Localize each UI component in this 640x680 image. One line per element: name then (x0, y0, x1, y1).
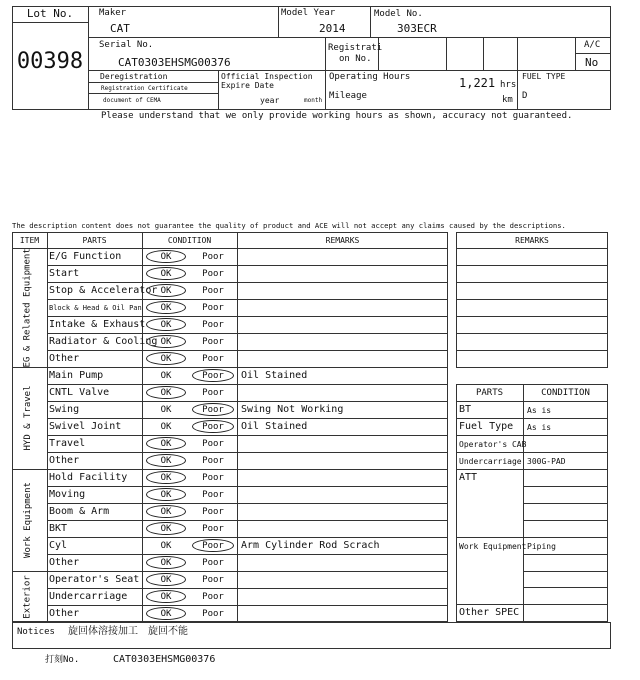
operating-hours-value: 1,221 (459, 76, 496, 90)
table-row-part: Stop & Accelerator (49, 285, 158, 296)
condition-poor: Poor (202, 575, 224, 585)
ac-value: No (585, 56, 599, 69)
km-unit: km (502, 95, 513, 105)
table-row-remark: Swing Not Working (241, 404, 344, 415)
condition-ok: OK (160, 456, 172, 466)
right-parts-row-label: Undercarriage (459, 457, 522, 466)
table-row-part: E/G Function (49, 251, 122, 262)
disclaimer: The description content does not guarantee the quality of product and ACE will not accept any claims caused by the descriptions. (12, 221, 566, 230)
ok-selected-oval (146, 318, 186, 331)
condition-ok: OK (160, 524, 172, 534)
right-parts-row-condition: As is (527, 423, 552, 432)
table-row-part: BKT (49, 523, 68, 534)
condition-ok: OK (160, 473, 172, 483)
condition-ok: OK (160, 354, 172, 364)
fuel-type-value: D (522, 91, 528, 101)
condition-poor: Poor (202, 286, 224, 296)
right-parts-row-label: Work Equipment (459, 542, 527, 551)
year-label: year (260, 96, 280, 105)
model-year-label: Model Year (281, 8, 336, 18)
condition-ok: OK (160, 439, 172, 449)
registration-label-2: on No. (339, 54, 372, 64)
registration-label-1: Registrati (328, 43, 383, 53)
right-parts-row-label: Operator's CAB (459, 440, 527, 449)
table-row-part: Radiator & Cooling (49, 336, 158, 347)
poor-selected-oval (192, 403, 234, 416)
group-label: HYD & Travel (22, 385, 33, 451)
condition-ok: OK (160, 286, 172, 296)
hrs-unit: hrs (500, 80, 517, 90)
right-parts-row-condition: As is (527, 406, 552, 415)
ok-selected-oval (146, 352, 186, 365)
ok-selected-oval (146, 437, 186, 450)
table-row-remark: Oil Stained (241, 370, 308, 381)
condition-ok: OK (160, 337, 172, 347)
inspection-label-2: Expire Date (221, 81, 274, 90)
table-row-part: Main Pump (49, 370, 104, 381)
group-label: Work Equipment (22, 482, 33, 558)
condition-ok: OK (160, 575, 172, 585)
table-row-part: Cyl (49, 540, 68, 551)
condition-poor: Poor (202, 524, 224, 534)
right-col-condition: CONDITION (541, 388, 590, 398)
ok-selected-oval (146, 335, 186, 348)
condition-poor: Poor (202, 320, 224, 330)
registration-certificate-label: Registration Certificate (101, 85, 188, 92)
model-no-value: 303ECR (397, 22, 437, 35)
condition-ok: OK (160, 609, 172, 619)
condition-poor: Poor (202, 388, 224, 398)
poor-selected-oval (192, 369, 234, 382)
notices-label: Notices (17, 627, 55, 637)
condition-ok: OK (160, 269, 172, 279)
table-row-part: Block & Head & Oil Pan (49, 304, 142, 312)
table-row-part: Travel (49, 438, 86, 449)
operating-hours-label: Operating Hours (329, 72, 411, 82)
ok-selected-oval (146, 556, 186, 569)
col-item: ITEM (19, 236, 40, 245)
ok-selected-oval (146, 454, 186, 467)
right-parts-row-label: BT (459, 404, 472, 415)
condition-poor: Poor (202, 269, 224, 279)
fuel-type-label: FUEL TYPE (522, 72, 566, 81)
table-row-part: Other (49, 608, 80, 619)
right-col-parts: PARTS (475, 388, 504, 398)
ok-selected-oval (146, 505, 186, 518)
serial-value: CAT0303EHSMG00376 (118, 56, 231, 69)
ok-selected-oval (146, 386, 186, 399)
condition-ok: OK (160, 558, 172, 568)
table-row-part: Intake & Exhaust (49, 319, 146, 330)
col-parts: PARTS (82, 236, 107, 245)
deregistration-label: Deregistration (100, 72, 168, 81)
condition-poor: Poor (202, 337, 224, 347)
right-parts-row-condition: 300G-PAD (527, 457, 566, 466)
condition-ok: OK (160, 320, 172, 330)
right-parts-row-label: Fuel Type (459, 421, 514, 432)
table-row-part: Swing (49, 404, 80, 415)
ok-selected-oval (146, 522, 186, 535)
ok-selected-oval (146, 488, 186, 501)
condition-poor: Poor (202, 490, 224, 500)
lot-number: 00398 (16, 49, 84, 74)
condition-poor: Poor (202, 303, 224, 313)
ok-selected-oval (146, 607, 186, 620)
table-row-part: Swivel Joint (49, 421, 122, 432)
ok-selected-oval (146, 301, 186, 314)
condition-poor: Poor (202, 405, 224, 415)
condition-poor: Poor (202, 541, 224, 551)
table-row-part: Operator's Seat (49, 574, 140, 585)
poor-selected-oval (192, 539, 234, 552)
condition-poor: Poor (202, 354, 224, 364)
condition-ok: OK (160, 490, 172, 500)
table-row-remark: Oil Stained (241, 421, 308, 432)
right-parts-row-label: ATT (459, 472, 478, 483)
table-row-part: CNTL Valve (49, 387, 110, 398)
poor-selected-oval (192, 420, 234, 433)
right-parts-row-condition: Piping (527, 542, 556, 551)
stamp-number: CAT0303EHSMG00376 (113, 654, 216, 665)
ok-selected-oval (146, 471, 186, 484)
condition-poor: Poor (202, 371, 224, 381)
model-year-value: 2014 (319, 22, 346, 35)
notices-text: 旋回体溶接加工 旋回不能 (68, 626, 188, 637)
right-parts-row-label: Other SPEC (459, 607, 520, 618)
table-row-part: Undercarriage (49, 591, 128, 602)
condition-poor: Poor (202, 592, 224, 602)
condition-ok: OK (160, 592, 172, 602)
table-row-part: Boom & Arm (49, 506, 110, 517)
condition-ok: OK (160, 422, 172, 432)
table-row-part: Moving (49, 489, 86, 500)
col-condition: CONDITION (167, 236, 212, 245)
condition-poor: Poor (202, 422, 224, 432)
ok-selected-oval (146, 590, 186, 603)
stamp-label: 打刻No. (45, 655, 80, 665)
condition-poor: Poor (202, 558, 224, 568)
model-no-label: Model No. (374, 9, 423, 19)
cema-label: document of CEMA (103, 97, 161, 104)
hours-note: Please understand that we only provide working hours as shown, accuracy not guaranteed. (101, 111, 573, 121)
maker-value: CAT (110, 22, 130, 35)
table-row-remark: Arm Cylinder Rod Scrach (241, 540, 380, 551)
maker-label: Maker (99, 8, 127, 18)
serial-label: Serial No. (99, 40, 154, 50)
condition-ok: OK (160, 507, 172, 517)
month-label: month (304, 97, 323, 104)
ok-selected-oval (146, 284, 186, 297)
group-label: EG & Related Equipment (22, 247, 33, 367)
ok-selected-oval (146, 250, 186, 263)
condition-poor: Poor (202, 252, 224, 262)
ok-selected-oval (146, 267, 186, 280)
mileage-label: Mileage (329, 91, 367, 101)
table-row-part: Other (49, 557, 80, 568)
table-row-part: Hold Facility (49, 472, 128, 483)
condition-poor: Poor (202, 439, 224, 449)
condition-ok: OK (160, 303, 172, 313)
condition-ok: OK (160, 252, 172, 262)
condition-poor: Poor (202, 609, 224, 619)
condition-ok: OK (160, 541, 172, 551)
condition-poor: Poor (202, 507, 224, 517)
condition-poor: Poor (202, 473, 224, 483)
condition-ok: OK (160, 371, 172, 381)
table-row-part: Other (49, 455, 80, 466)
ok-selected-oval (146, 573, 186, 586)
ac-label: A/C (584, 40, 601, 50)
lot-label: Lot No. (26, 7, 74, 20)
group-label: Exterior (22, 574, 33, 619)
condition-ok: OK (160, 388, 172, 398)
right-remarks-table (456, 232, 608, 368)
condition-ok: OK (160, 405, 172, 415)
inspection-label-1: Official Inspection (221, 72, 313, 81)
condition-poor: Poor (202, 456, 224, 466)
col-remarks: REMARKS (325, 236, 360, 245)
table-row-part: Start (49, 268, 80, 279)
right-remarks-header: REMARKS (515, 236, 549, 245)
table-row-part: Other (49, 353, 80, 364)
